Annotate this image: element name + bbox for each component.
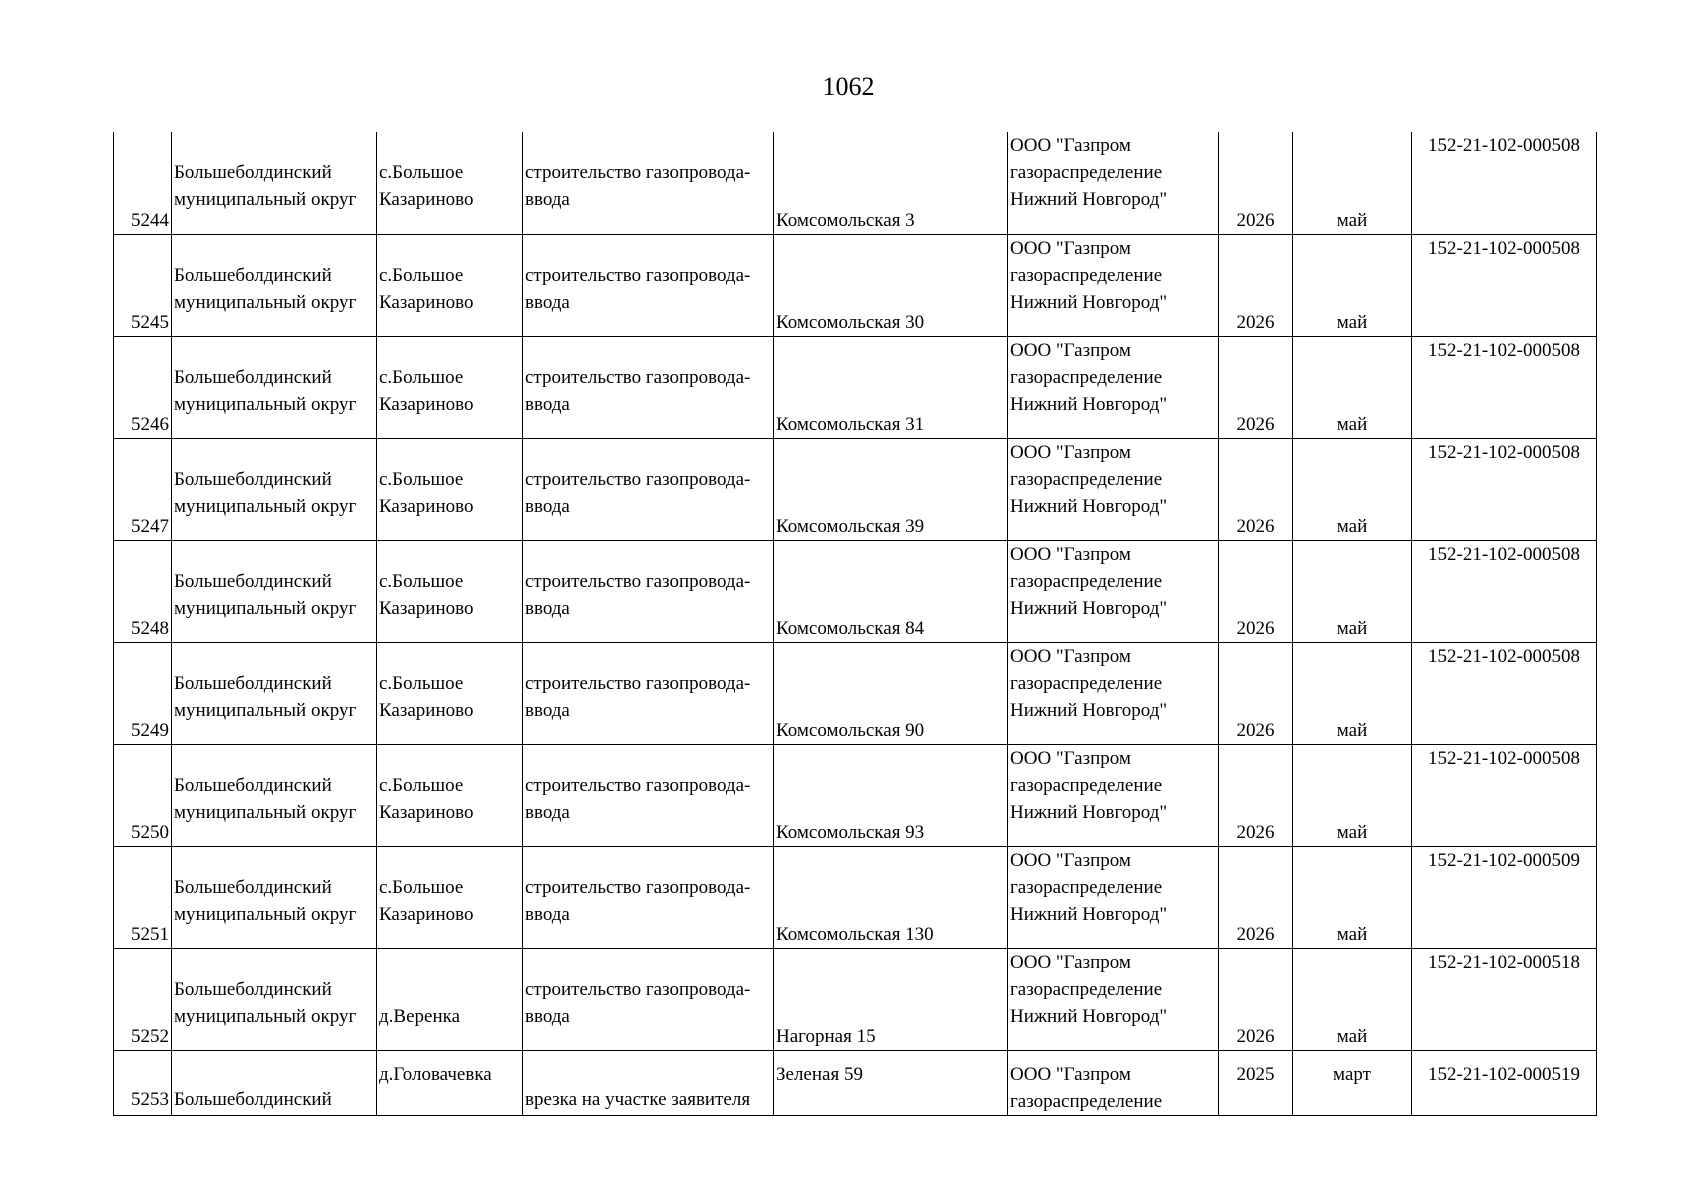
month-cell: май xyxy=(1293,948,1412,1050)
row-number: 5244 xyxy=(114,132,172,234)
year-cell: 2026 xyxy=(1219,438,1293,540)
district-cell xyxy=(172,846,377,948)
year-cell: 2026 xyxy=(1219,132,1293,234)
organization-cell xyxy=(1008,336,1219,438)
work-type-cell-line: строительство газопровода- xyxy=(525,366,751,388)
month-cell: май xyxy=(1293,234,1412,336)
year-cell: 2026 xyxy=(1219,642,1293,744)
organization-cell-line: газораспределение xyxy=(1010,468,1163,490)
address-cell: Комсомольская 31 xyxy=(774,336,1008,438)
work-type-cell-line: строительство газопровода- xyxy=(525,570,751,592)
organization-cell-line: газораспределение xyxy=(1010,672,1163,694)
organization-cell-line: Нижний Новгород" xyxy=(1010,291,1168,313)
organization-cell-line: ООО "Газпром xyxy=(1010,849,1131,871)
organization-cell-line: Нижний Новгород" xyxy=(1010,903,1168,925)
code-cell: 152-21-102-000508 xyxy=(1412,234,1597,336)
locality-cell-line xyxy=(379,976,520,1003)
month-cell: май xyxy=(1293,642,1412,744)
locality-cell-line: с.Большое xyxy=(379,264,464,286)
organization-cell-line: газораспределение xyxy=(1010,876,1163,898)
year-cell: 2026 xyxy=(1219,846,1293,948)
locality-cell-line: Казариново xyxy=(379,189,474,210)
locality-cell xyxy=(377,132,523,234)
district-cell-line: муниципальный округ xyxy=(174,189,357,210)
organization-cell xyxy=(1008,438,1219,540)
organization-cell xyxy=(1008,132,1219,234)
district-cell xyxy=(172,132,377,234)
address-cell: Нагорная 15 xyxy=(774,948,1008,1050)
organization-cell-line: ООО "Газпром xyxy=(1010,135,1131,156)
work-type-cell-line: ввода xyxy=(525,597,570,619)
locality-cell-line: Казариново xyxy=(379,597,474,619)
row-number: 5252 xyxy=(114,948,172,1050)
work-type-cell-line: строительство газопровода- xyxy=(525,468,751,490)
locality-cell-line: с.Большое xyxy=(379,570,464,592)
row-number: 5245 xyxy=(114,234,172,336)
work-type-cell-line: строительство газопровода- xyxy=(525,162,751,183)
code-cell: 152-21-102-000508 xyxy=(1412,744,1597,846)
address-cell: Зеленая 59 xyxy=(774,1050,1008,1115)
year-cell: 2026 xyxy=(1219,540,1293,642)
month-cell: май xyxy=(1293,540,1412,642)
locality-cell-line: Казариново xyxy=(379,903,474,925)
organization-cell-line: газораспределение xyxy=(1010,366,1163,388)
organization-cell xyxy=(1008,744,1219,846)
work-type-cell-line: ввода xyxy=(525,801,570,823)
year-cell: 2025 xyxy=(1219,1050,1293,1115)
table-row xyxy=(114,540,1597,642)
locality-cell xyxy=(377,540,523,642)
organization-cell-line: Нижний Новгород" xyxy=(1010,495,1168,517)
locality-cell-line: с.Большое xyxy=(379,672,464,694)
row-number: 5247 xyxy=(114,438,172,540)
month-cell: май xyxy=(1293,744,1412,846)
code-cell: 152-21-102-000518 xyxy=(1412,948,1597,1050)
locality-cell-line: с.Большое xyxy=(379,774,464,796)
row-number: 5250 xyxy=(114,744,172,846)
month-cell: май xyxy=(1293,438,1412,540)
month-cell: март xyxy=(1293,1050,1412,1115)
work-type-cell xyxy=(523,744,774,846)
work-type-cell-line: строительство газопровода- xyxy=(525,774,751,796)
row-number: 5251 xyxy=(114,846,172,948)
table-row xyxy=(114,234,1597,336)
organization-cell-line: газораспределение xyxy=(1010,978,1163,1000)
organization-cell-line: Нижний Новгород" xyxy=(1010,597,1168,619)
organization-cell-line: ООО "Газпром xyxy=(1010,747,1131,769)
work-type-cell xyxy=(523,1050,774,1115)
year-cell: 2026 xyxy=(1219,744,1293,846)
organization-cell-line: газораспределение xyxy=(1010,1090,1163,1112)
organization-cell-line: ООО "Газпром xyxy=(1010,237,1131,259)
locality-cell-line: Казариново xyxy=(379,801,474,823)
page-number: 1062 xyxy=(822,72,875,101)
district-cell-line: Большеболдинский xyxy=(174,162,332,183)
month-cell: май xyxy=(1293,846,1412,948)
organization-cell-line: ООО "Газпром xyxy=(1010,543,1131,565)
district-cell-line: Большеболдинский xyxy=(174,1088,332,1110)
organization-cell-line: Нижний Новгород" xyxy=(1010,393,1168,415)
work-type-cell xyxy=(523,336,774,438)
work-type-cell-line: строительство газопровода- xyxy=(525,672,751,694)
organization-cell-line: ООО "Газпром xyxy=(1010,441,1131,463)
district-cell-line: муниципальный округ xyxy=(174,801,357,823)
data-table xyxy=(113,132,1597,1116)
organization-cell-line: ООО "Газпром xyxy=(1010,1063,1131,1085)
address-cell: Комсомольская 30 xyxy=(774,234,1008,336)
district-cell xyxy=(172,438,377,540)
district-cell-line: Большеболдинский xyxy=(174,468,332,490)
district-cell-line: муниципальный округ xyxy=(174,597,357,619)
row-number: 5253 xyxy=(114,1050,172,1115)
work-type-cell-line: ввода xyxy=(525,291,570,313)
district-cell xyxy=(172,234,377,336)
address-cell: Комсомольская 3 xyxy=(774,132,1008,234)
table-row xyxy=(114,132,1597,234)
table-row xyxy=(114,846,1597,948)
address-cell: Комсомольская 90 xyxy=(774,642,1008,744)
address-cell: Комсомольская 130 xyxy=(774,846,1008,948)
row-number: 5249 xyxy=(114,642,172,744)
organization-cell-line: ООО "Газпром xyxy=(1010,339,1131,361)
locality-cell xyxy=(377,234,523,336)
work-type-cell-line: ввода xyxy=(525,903,570,925)
organization-cell xyxy=(1008,540,1219,642)
locality-cell xyxy=(377,438,523,540)
locality-cell-line: д.Головачевка xyxy=(379,1063,492,1085)
table-row xyxy=(114,642,1597,744)
district-cell-line: муниципальный округ xyxy=(174,495,357,517)
work-type-cell xyxy=(523,846,774,948)
organization-cell-line: газораспределение xyxy=(1010,264,1163,286)
work-type-cell xyxy=(523,132,774,234)
district-cell-line: муниципальный округ xyxy=(174,699,357,721)
code-cell: 152-21-102-000508 xyxy=(1412,642,1597,744)
locality-cell-line: с.Большое xyxy=(379,366,464,388)
work-type-cell-line: ввода xyxy=(525,495,570,517)
district-cell-line: Большеболдинский xyxy=(174,264,332,286)
row-number: 5248 xyxy=(114,540,172,642)
district-cell-line: Большеболдинский xyxy=(174,366,332,388)
year-cell: 2026 xyxy=(1219,948,1293,1050)
address-cell: Комсомольская 39 xyxy=(774,438,1008,540)
district-cell-line: муниципальный округ xyxy=(174,291,357,313)
locality-cell xyxy=(377,744,523,846)
year-cell: 2026 xyxy=(1219,234,1293,336)
organization-cell xyxy=(1008,642,1219,744)
organization-cell xyxy=(1008,948,1219,1050)
district-cell xyxy=(172,540,377,642)
organization-cell-line: газораспределение xyxy=(1010,774,1163,796)
district-cell-line: муниципальный округ xyxy=(174,393,357,415)
district-cell xyxy=(172,336,377,438)
code-cell: 152-21-102-000508 xyxy=(1412,540,1597,642)
district-cell-line: муниципальный округ xyxy=(174,903,357,925)
locality-cell-line: Казариново xyxy=(379,291,474,313)
district-cell-line: Большеболдинский xyxy=(174,672,332,694)
row-number: 5246 xyxy=(114,336,172,438)
district-cell xyxy=(172,948,377,1050)
address-cell: Комсомольская 84 xyxy=(774,540,1008,642)
work-type-cell-line: ввода xyxy=(525,393,570,415)
locality-cell xyxy=(377,1050,523,1115)
code-cell: 152-21-102-000508 xyxy=(1412,438,1597,540)
organization-cell-line: газораспределение xyxy=(1010,162,1163,183)
work-type-cell-line: строительство газопровода- xyxy=(525,876,751,898)
organization-cell-line: Нижний Новгород" xyxy=(1010,699,1168,721)
organization-cell-line: Нижний Новгород" xyxy=(1010,189,1168,210)
district-cell-line: Большеболдинский xyxy=(174,876,332,898)
work-type-cell-line: ввода xyxy=(525,1005,570,1027)
district-cell xyxy=(172,642,377,744)
district-cell-line: Большеболдинский xyxy=(174,774,332,796)
code-cell: 152-21-102-000509 xyxy=(1412,846,1597,948)
district-cell-line: Большеболдинский xyxy=(174,978,332,1000)
work-type-cell-line: ввода xyxy=(525,189,570,210)
organization-cell xyxy=(1008,1050,1219,1115)
locality-cell-line: с.Большое xyxy=(379,876,464,898)
locality-cell xyxy=(377,336,523,438)
code-cell: 152-21-102-000508 xyxy=(1412,132,1597,234)
locality-cell xyxy=(377,846,523,948)
work-type-cell-line: ввода xyxy=(525,699,570,721)
organization-cell-line: Нижний Новгород" xyxy=(1010,801,1168,823)
locality-cell xyxy=(377,948,523,1050)
work-type-cell-line: строительство газопровода- xyxy=(525,264,751,286)
district-cell-line: Большеболдинский xyxy=(174,570,332,592)
code-cell: 152-21-102-000519 xyxy=(1412,1050,1597,1115)
organization-cell-line: ООО "Газпром xyxy=(1010,951,1131,973)
district-cell-line: муниципальный округ xyxy=(174,1005,357,1027)
work-type-cell xyxy=(523,234,774,336)
locality-cell-line: Казариново xyxy=(379,699,474,721)
locality-cell-line: Казариново xyxy=(379,495,474,517)
organization-cell xyxy=(1008,846,1219,948)
work-type-cell xyxy=(523,948,774,1050)
locality-cell-line: д.Веренка xyxy=(379,1005,461,1027)
code-cell: 152-21-102-000508 xyxy=(1412,336,1597,438)
district-cell xyxy=(172,744,377,846)
locality-cell xyxy=(377,642,523,744)
month-cell: май xyxy=(1293,132,1412,234)
work-type-cell-line: врезка на участке заявителя xyxy=(525,1088,751,1110)
locality-cell-line: с.Большое xyxy=(379,162,464,183)
work-type-cell xyxy=(523,540,774,642)
district-cell xyxy=(172,1050,377,1115)
work-type-cell xyxy=(523,438,774,540)
organization-cell xyxy=(1008,234,1219,336)
organization-cell-line: ООО "Газпром xyxy=(1010,645,1131,667)
table-row xyxy=(114,336,1597,438)
address-cell: Комсомольская 93 xyxy=(774,744,1008,846)
locality-cell-line: с.Большое xyxy=(379,468,464,490)
table-row xyxy=(114,948,1597,1050)
table-row xyxy=(114,1050,1597,1115)
organization-cell-line: Нижний Новгород" xyxy=(1010,1005,1168,1027)
month-cell: май xyxy=(1293,336,1412,438)
table-row xyxy=(114,744,1597,846)
work-type-cell xyxy=(523,642,774,744)
year-cell: 2026 xyxy=(1219,336,1293,438)
organization-cell-line: газораспределение xyxy=(1010,570,1163,592)
table-row xyxy=(114,438,1597,540)
work-type-cell-line: строительство газопровода- xyxy=(525,978,751,1000)
table-body xyxy=(114,132,1597,1115)
locality-cell-line: Казариново xyxy=(379,393,474,415)
